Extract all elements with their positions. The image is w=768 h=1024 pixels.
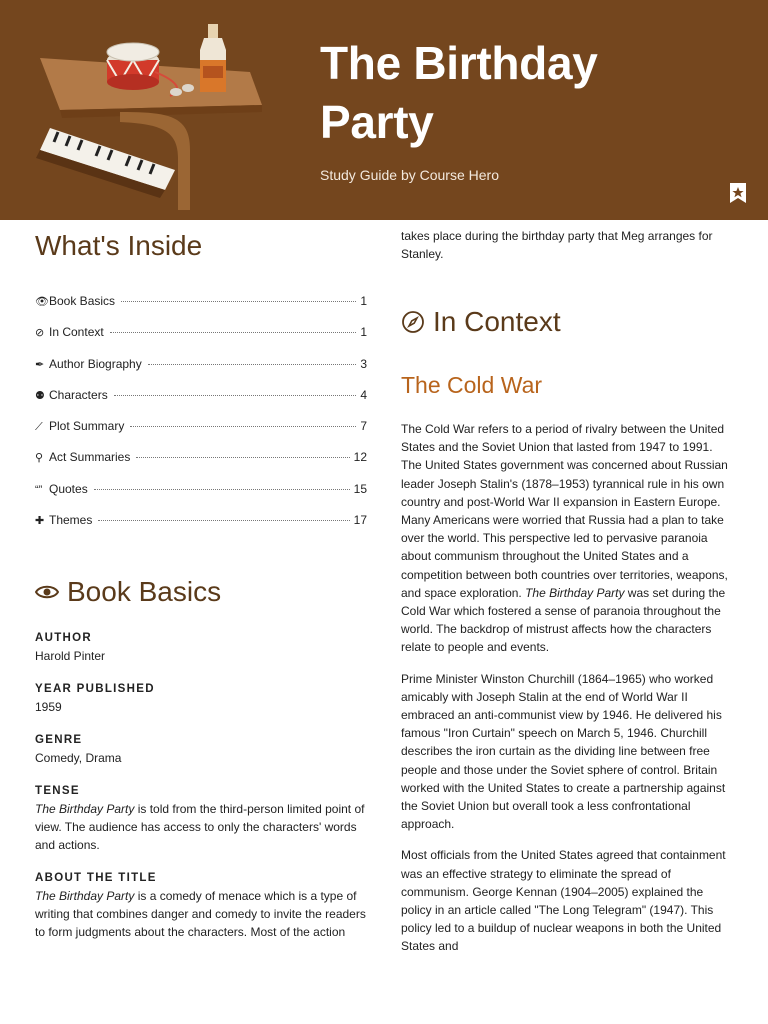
toc-item-act-summaries[interactable]: ⚲ Act Summaries 12 bbox=[35, 450, 367, 465]
tense-value: The Birthday Party is told from the third-person limited point of view. The audience has access to only the characters' words and actions. bbox=[35, 802, 365, 852]
chart-icon: ⟋ bbox=[35, 421, 43, 434]
author-value: Harold Pinter bbox=[35, 649, 106, 663]
eye-icon: 👁 bbox=[35, 296, 49, 308]
puzzle-icon: ✚ bbox=[35, 515, 45, 528]
toc-item-book-basics[interactable]: 👁 Book Basics 1 bbox=[35, 294, 367, 308]
toc-item-quotes[interactable]: “” Quotes 15 bbox=[35, 481, 367, 496]
book-basics-heading: Book Basics bbox=[35, 576, 221, 608]
author-label: AUTHOR bbox=[35, 632, 92, 644]
continued-text: takes place during the birthday party that Meg arranges for Stanley. bbox=[401, 229, 713, 262]
toc-item-author-biography[interactable]: ✒ Author Biography 3 bbox=[35, 356, 367, 371]
toc-item-themes[interactable]: ✚ Themes 17 bbox=[35, 513, 367, 528]
guide-title: The Birthday Party bbox=[320, 37, 598, 148]
toc-item-in-context[interactable]: ⊘ In Context 1 bbox=[35, 325, 367, 340]
year-label: YEAR PUBLISHED bbox=[35, 683, 155, 695]
genre-label: GENRE bbox=[35, 734, 83, 746]
pen-nib-icon: ✒ bbox=[35, 358, 45, 371]
compass-icon bbox=[401, 310, 425, 334]
paragraph: Most officials from the United States agreed that containment was an effective strategy to eliminate the spread of communism. George Kennan (1904–2005) explained the policy in an article called "The Long Telegram" (1947). This policy led to a buildup of nuclear weapons in both the United States and bbox=[401, 848, 726, 954]
header-banner bbox=[0, 0, 768, 220]
bookmark-star-icon[interactable] bbox=[727, 182, 749, 204]
tense-label: TENSE bbox=[35, 785, 80, 797]
year-value: 1959 bbox=[35, 700, 62, 714]
guide-subtitle: Study Guide by Course Hero bbox=[320, 167, 499, 183]
table-of-contents bbox=[35, 294, 367, 544]
toc-heading: What's Inside bbox=[35, 230, 203, 261]
book-basics-list bbox=[35, 630, 367, 957]
cold-war-heading: The Cold War bbox=[401, 372, 543, 398]
quote-icon: “” bbox=[35, 483, 43, 496]
eye-icon bbox=[35, 584, 59, 600]
toc-item-plot-summary[interactable]: ⟋ Plot Summary 7 bbox=[35, 419, 367, 434]
piano-drum-bottle-illustration bbox=[0, 0, 300, 220]
toc-item-characters[interactable]: ⚉ Characters 4 bbox=[35, 387, 367, 402]
people-icon: ⚉ bbox=[35, 389, 45, 402]
magnifier-icon: ⚲ bbox=[35, 452, 44, 465]
paragraph: Prime Minister Winston Churchill (1864–1965) who worked amicably with Joseph Stalin at the end of World War II embraced an anti-communist view by 1946. He delivered his famous "Iron Curtain" speech on March 5, 1946. Churchill describes the iron curtain as the dividing line between free people and those under the Soviet sphere of control. Britain worked with the United States to create a partnership against the Soviet Union but overall took a less confrontational approach. bbox=[401, 671, 726, 832]
compass-icon: ⊘ bbox=[35, 327, 45, 340]
paragraph: The Cold War refers to a period of rivalry between the United States and the Soviet Union that lasted from 1947 to 1991. The United States government was concerned about Russian leader Joseph Stalin's (1878–1953) tyrannical rule in his own country and post-World War II expansion in Eastern Europe. Many Americans were worried that Russia had a plan to take over the world. This perspective led to pervasive paranoia about communism throughout the United States and a competition between both countries over territories, weapons, and space exploration. The Birthday Party was set during the Cold War which fostered a sense of paranoia throughout the world. The backdrop of mistrust affects how the characters relate to people and events. bbox=[401, 422, 728, 655]
in-context-heading: In Context bbox=[401, 306, 561, 338]
about-title-value: The Birthday Party is a comedy of menace which is a type of writing that combines danger and comedy to invite the readers to form judgments about the characters. Most of the action bbox=[35, 889, 366, 939]
cold-war-body bbox=[401, 420, 733, 969]
about-title-label: ABOUT THE TITLE bbox=[35, 872, 157, 884]
genre-value: Comedy, Drama bbox=[35, 751, 122, 765]
